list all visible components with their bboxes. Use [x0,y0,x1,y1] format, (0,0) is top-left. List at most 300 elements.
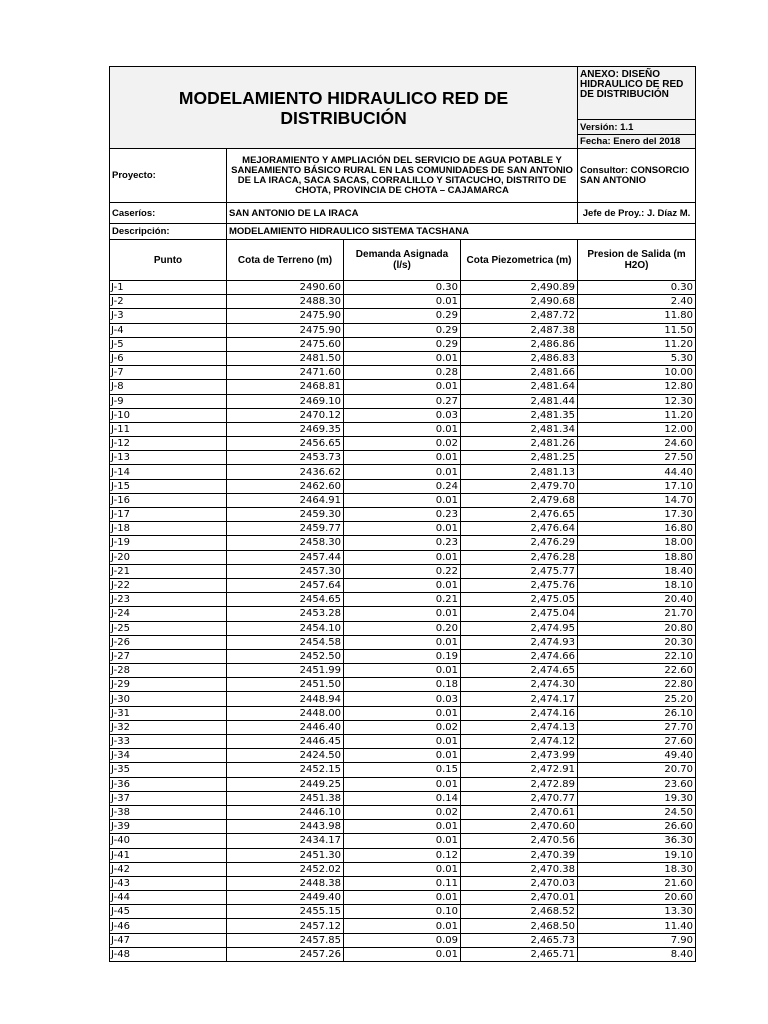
cell-presion: 49.40 [578,749,696,763]
cell-demanda: 0.22 [344,564,461,578]
cell-cota-terreno: 2451.30 [227,848,344,862]
cell-cota-piezometrica: 2,474.13 [461,720,578,734]
jefe-label: Jefe de Proy.: J. Díaz M. [578,203,696,224]
cell-punto: J-1 [110,281,227,295]
cell-punto: J-47 [110,933,227,947]
table-row [110,649,696,663]
cell-demanda: 0.03 [344,408,461,422]
cell-presion: 18.10 [578,578,696,592]
cell-cota-terreno: 2448.00 [227,706,344,720]
cell-demanda: 0.01 [344,735,461,749]
cell-cota-piezometrica: 2,474.65 [461,664,578,678]
cell-presion: 24.60 [578,437,696,451]
cell-punto: J-46 [110,919,227,933]
cell-cota-piezometrica: 2,481.66 [461,366,578,380]
cell-presion: 2.40 [578,295,696,309]
cell-cota-piezometrica: 2,476.29 [461,536,578,550]
table-row [110,933,696,947]
table-row [110,820,696,834]
cell-cota-terreno: 2457.12 [227,919,344,933]
cell-cota-terreno: 2457.85 [227,933,344,947]
cell-punto: J-28 [110,664,227,678]
cell-cota-terreno: 2457.26 [227,947,344,961]
cell-demanda: 0.15 [344,763,461,777]
cell-cota-terreno: 2457.30 [227,564,344,578]
cell-cota-piezometrica: 2,474.30 [461,678,578,692]
cell-cota-terreno: 2452.50 [227,649,344,663]
table-row [110,479,696,493]
cell-presion: 26.10 [578,706,696,720]
table-row [110,337,696,351]
table-row [110,621,696,635]
table-row [110,876,696,890]
cell-cota-terreno: 2446.40 [227,720,344,734]
cell-cota-piezometrica: 2,476.64 [461,522,578,536]
cell-demanda: 0.18 [344,678,461,692]
cell-presion: 20.40 [578,593,696,607]
cell-cota-piezometrica: 2,472.89 [461,777,578,791]
cell-punto: J-2 [110,295,227,309]
cell-presion: 11.20 [578,408,696,422]
table-row [110,578,696,592]
cell-cota-piezometrica: 2,473.99 [461,749,578,763]
proyecto-text: MEJORAMIENTO Y AMPLIACIÓN DEL SERVICIO DE AGUA POTABLE Y SANEAMIENTO BÁSICO RURAL EN LAS COMUNIDADES DE SAN ANTONIO DE LA IRACA, SACA SACAS, CORRALILLO Y SITACUCHO, DISTRITO DE CHOTA, PROVINCIA DE CHOTA – CAJAMARCA [227,149,578,203]
cell-punto: J-26 [110,635,227,649]
cell-cota-terreno: 2469.10 [227,394,344,408]
cell-punto: J-14 [110,465,227,479]
table-row [110,593,696,607]
consultor-label: Consultor: CONSORCIO SAN ANTONIO [578,149,696,203]
cell-cota-piezometrica: 2,472.91 [461,763,578,777]
cell-demanda: 0.28 [344,366,461,380]
cell-presion: 20.60 [578,891,696,905]
cell-presion: 19.30 [578,791,696,805]
cell-presion: 18.40 [578,564,696,578]
cell-cota-piezometrica: 2,470.56 [461,834,578,848]
cell-cota-terreno: 2436.62 [227,465,344,479]
cell-presion: 44.40 [578,465,696,479]
table-row [110,791,696,805]
cell-cota-piezometrica: 2,481.44 [461,394,578,408]
cell-punto: J-39 [110,820,227,834]
cell-cota-terreno: 2452.15 [227,763,344,777]
cell-cota-piezometrica: 2,474.66 [461,649,578,663]
cell-cota-piezometrica: 2,476.28 [461,550,578,564]
cell-cota-piezometrica: 2,475.04 [461,607,578,621]
table-row [110,380,696,394]
cell-punto: J-34 [110,749,227,763]
table-row [110,522,696,536]
cell-cota-piezometrica: 2,481.25 [461,451,578,465]
cell-cota-piezometrica: 2,465.73 [461,933,578,947]
cell-presion: 17.10 [578,479,696,493]
cell-cota-piezometrica: 2,470.39 [461,848,578,862]
cell-presion: 12.00 [578,422,696,436]
cell-demanda: 0.01 [344,295,461,309]
descripcion-label: Descripción: [110,224,227,240]
cell-presion: 27.50 [578,451,696,465]
table-row [110,848,696,862]
cell-punto: J-35 [110,763,227,777]
cell-cota-piezometrica: 2,470.60 [461,820,578,834]
cell-demanda: 0.01 [344,706,461,720]
table-row [110,309,696,323]
cell-demanda: 0.09 [344,933,461,947]
cell-punto: J-29 [110,678,227,692]
cell-cota-terreno: 2471.60 [227,366,344,380]
cell-cota-piezometrica: 2,490.68 [461,295,578,309]
cell-punto: J-31 [110,706,227,720]
cell-presion: 11.50 [578,323,696,337]
cell-cota-terreno: 2448.38 [227,876,344,890]
cell-cota-piezometrica: 2,481.35 [461,408,578,422]
cell-cota-piezometrica: 2,481.26 [461,437,578,451]
cell-cota-terreno: 2452.02 [227,862,344,876]
cell-punto: J-4 [110,323,227,337]
cell-cota-terreno: 2469.35 [227,422,344,436]
cell-demanda: 0.01 [344,635,461,649]
cell-cota-piezometrica: 2,470.03 [461,876,578,890]
cell-punto: J-42 [110,862,227,876]
cell-cota-piezometrica: 2,490.89 [461,281,578,295]
table-row [110,351,696,365]
cell-cota-piezometrica: 2,481.64 [461,380,578,394]
cell-cota-terreno: 2475.90 [227,309,344,323]
descripcion-value: MODELAMIENTO HIDRAULICO SISTEMA TACSHANA [227,224,696,240]
cell-presion: 36.30 [578,834,696,848]
cell-presion: 10.00 [578,366,696,380]
data-table-body [110,281,696,962]
cell-cota-piezometrica: 2,481.34 [461,422,578,436]
cell-demanda: 0.02 [344,805,461,819]
cell-punto: J-36 [110,777,227,791]
table-row [110,749,696,763]
cell-punto: J-41 [110,848,227,862]
table-row [110,635,696,649]
cell-punto: J-25 [110,621,227,635]
cell-cota-piezometrica: 2,486.86 [461,337,578,351]
table-row [110,891,696,905]
cell-punto: J-40 [110,834,227,848]
cell-cota-terreno: 2457.44 [227,550,344,564]
cell-punto: J-9 [110,394,227,408]
cell-cota-piezometrica: 2,474.95 [461,621,578,635]
cell-punto: J-30 [110,692,227,706]
cell-demanda: 0.12 [344,848,461,862]
page-title: MODELAMIENTO HIDRAULICO RED DE DISTRIBUCIÓN [110,67,578,149]
cell-cota-piezometrica: 2,470.38 [461,862,578,876]
cell-punto: J-8 [110,380,227,394]
cell-demanda: 0.01 [344,947,461,961]
cell-punto: J-5 [110,337,227,351]
table-row [110,550,696,564]
cell-cota-terreno: 2468.81 [227,380,344,394]
cell-cota-piezometrica: 2,474.17 [461,692,578,706]
cell-demanda: 0.01 [344,862,461,876]
caserios-value: SAN ANTONIO DE LA IRACA [227,203,578,224]
cell-presion: 20.70 [578,763,696,777]
cell-cota-terreno: 2470.12 [227,408,344,422]
cell-demanda: 0.01 [344,522,461,536]
caserios-label: Caseríos: [110,203,227,224]
cell-cota-piezometrica: 2,470.77 [461,791,578,805]
cell-cota-terreno: 2462.60 [227,479,344,493]
cell-cota-terreno: 2459.30 [227,508,344,522]
cell-punto: J-21 [110,564,227,578]
cell-punto: J-24 [110,607,227,621]
cell-cota-terreno: 2454.58 [227,635,344,649]
proyecto-label: Proyecto: [110,149,227,203]
cell-demanda: 0.01 [344,351,461,365]
cell-demanda: 0.29 [344,337,461,351]
cell-cota-terreno: 2453.73 [227,451,344,465]
cell-presion: 12.30 [578,394,696,408]
cell-punto: J-10 [110,408,227,422]
cell-demanda: 0.29 [344,309,461,323]
cell-demanda: 0.24 [344,479,461,493]
cell-cota-piezometrica: 2,487.72 [461,309,578,323]
cell-presion: 24.50 [578,805,696,819]
cell-punto: J-33 [110,735,227,749]
cell-presion: 8.40 [578,947,696,961]
cell-presion: 11.40 [578,919,696,933]
cell-demanda: 0.01 [344,664,461,678]
cell-punto: J-11 [110,422,227,436]
cell-cota-terreno: 2424.50 [227,749,344,763]
cell-demanda: 0.01 [344,451,461,465]
cell-presion: 16.80 [578,522,696,536]
cell-cota-terreno: 2454.10 [227,621,344,635]
cell-cota-terreno: 2457.64 [227,578,344,592]
cell-demanda: 0.01 [344,578,461,592]
cell-punto: J-16 [110,493,227,507]
cell-demanda: 0.19 [344,649,461,663]
table-row [110,947,696,961]
cell-punto: J-20 [110,550,227,564]
cell-demanda: 0.01 [344,550,461,564]
cell-demanda: 0.01 [344,380,461,394]
fecha-label: Fecha: Enero del 2018 [578,135,696,149]
cell-presion: 21.60 [578,876,696,890]
cell-demanda: 0.23 [344,508,461,522]
table-row [110,834,696,848]
table-row [110,408,696,422]
cell-demanda: 0.01 [344,465,461,479]
cell-punto: J-15 [110,479,227,493]
cell-cota-piezometrica: 2,474.16 [461,706,578,720]
cell-presion: 18.00 [578,536,696,550]
table-row [110,905,696,919]
cell-cota-piezometrica: 2,474.12 [461,735,578,749]
cell-presion: 21.70 [578,607,696,621]
table-row [110,323,696,337]
cell-cota-piezometrica: 2,475.76 [461,578,578,592]
cell-presion: 22.10 [578,649,696,663]
table-row [110,692,696,706]
table-row [110,281,696,295]
cell-cota-terreno: 2475.60 [227,337,344,351]
cell-punto: J-23 [110,593,227,607]
cell-cota-terreno: 2490.60 [227,281,344,295]
cell-cota-piezometrica: 2,468.50 [461,919,578,933]
cell-cota-piezometrica: 2,476.65 [461,508,578,522]
cell-demanda: 0.01 [344,493,461,507]
table-row [110,664,696,678]
table-row [110,735,696,749]
table-row [110,777,696,791]
cell-cota-piezometrica: 2,479.70 [461,479,578,493]
cell-cota-terreno: 2481.50 [227,351,344,365]
cell-punto: J-6 [110,351,227,365]
cell-presion: 18.30 [578,862,696,876]
table-row [110,763,696,777]
cell-demanda: 0.01 [344,891,461,905]
cell-cota-terreno: 2451.50 [227,678,344,692]
cell-presion: 5.30 [578,351,696,365]
cell-demanda: 0.01 [344,607,461,621]
table-row [110,919,696,933]
cell-cota-piezometrica: 2,474.93 [461,635,578,649]
cell-punto: J-37 [110,791,227,805]
cell-presion: 11.20 [578,337,696,351]
cell-demanda: 0.01 [344,919,461,933]
cell-cota-piezometrica: 2,486.83 [461,351,578,365]
column-header-demanda: Demanda Asignada (l/s) [344,240,461,281]
cell-cota-piezometrica: 2,475.77 [461,564,578,578]
table-row [110,465,696,479]
cell-cota-terreno: 2454.65 [227,593,344,607]
cell-punto: J-18 [110,522,227,536]
cell-demanda: 0.27 [344,394,461,408]
cell-punto: J-44 [110,891,227,905]
cell-cota-piezometrica: 2,470.61 [461,805,578,819]
column-header-cota-terreno: Cota de Terreno (m) [227,240,344,281]
cell-cota-terreno: 2451.99 [227,664,344,678]
table-row [110,706,696,720]
column-header-cota-piezometrica: Cota Piezometrica (m) [461,240,578,281]
cell-punto: J-27 [110,649,227,663]
column-header-presion: Presion de Salida (m H2O) [578,240,696,281]
cell-punto: J-3 [110,309,227,323]
cell-presion: 14.70 [578,493,696,507]
cell-cota-terreno: 2464.91 [227,493,344,507]
column-header-punto: Punto [110,240,227,281]
cell-presion: 13.30 [578,905,696,919]
cell-demanda: 0.23 [344,536,461,550]
cell-presion: 11.80 [578,309,696,323]
table-row [110,564,696,578]
cell-demanda: 0.01 [344,749,461,763]
cell-punto: J-43 [110,876,227,890]
cell-cota-piezometrica: 2,479.68 [461,493,578,507]
table-row [110,451,696,465]
cell-demanda: 0.21 [344,593,461,607]
cell-presion: 27.70 [578,720,696,734]
table-row [110,720,696,734]
cell-punto: J-13 [110,451,227,465]
cell-cota-piezometrica: 2,487.38 [461,323,578,337]
cell-cota-terreno: 2459.77 [227,522,344,536]
cell-punto: J-32 [110,720,227,734]
cell-punto: J-22 [110,578,227,592]
version-label: Versión: 1.1 [578,120,696,135]
cell-punto: J-7 [110,366,227,380]
cell-cota-terreno: 2434.17 [227,834,344,848]
cell-punto: J-12 [110,437,227,451]
cell-demanda: 0.20 [344,621,461,635]
table-row [110,607,696,621]
cell-presion: 22.60 [578,664,696,678]
cell-cota-terreno: 2443.98 [227,820,344,834]
cell-cota-terreno: 2475.90 [227,323,344,337]
cell-presion: 26.60 [578,820,696,834]
cell-cota-piezometrica: 2,468.52 [461,905,578,919]
cell-cota-terreno: 2455.15 [227,905,344,919]
cell-demanda: 0.30 [344,281,461,295]
table-row [110,678,696,692]
cell-demanda: 0.01 [344,777,461,791]
cell-cota-terreno: 2488.30 [227,295,344,309]
cell-cota-piezometrica: 2,475.05 [461,593,578,607]
cell-cota-terreno: 2449.25 [227,777,344,791]
table-row [110,493,696,507]
cell-presion: 19.10 [578,848,696,862]
cell-punto: J-19 [110,536,227,550]
cell-presion: 12.80 [578,380,696,394]
cell-punto: J-48 [110,947,227,961]
table-row [110,508,696,522]
cell-presion: 20.80 [578,621,696,635]
cell-presion: 20.30 [578,635,696,649]
cell-punto: J-17 [110,508,227,522]
cell-cota-terreno: 2449.40 [227,891,344,905]
table-row [110,437,696,451]
cell-punto: J-38 [110,805,227,819]
cell-cota-terreno: 2446.10 [227,805,344,819]
cell-cota-terreno: 2451.38 [227,791,344,805]
cell-demanda: 0.01 [344,820,461,834]
cell-presion: 22.80 [578,678,696,692]
report-sheet [109,66,695,962]
header-table [109,66,696,962]
cell-presion: 25.20 [578,692,696,706]
table-row [110,422,696,436]
cell-demanda: 0.01 [344,834,461,848]
cell-demanda: 0.02 [344,437,461,451]
cell-demanda: 0.11 [344,876,461,890]
table-row [110,536,696,550]
cell-presion: 17.30 [578,508,696,522]
anexo-label: ANEXO: DISEÑO HIDRAULICO DE RED DE DISTRIBUCIÓN [578,67,696,120]
cell-demanda: 0.29 [344,323,461,337]
cell-presion: 7.90 [578,933,696,947]
cell-punto: J-45 [110,905,227,919]
cell-cota-terreno: 2448.94 [227,692,344,706]
table-row [110,366,696,380]
cell-presion: 0.30 [578,281,696,295]
table-row [110,394,696,408]
table-row [110,295,696,309]
cell-presion: 27.60 [578,735,696,749]
cell-demanda: 0.01 [344,422,461,436]
cell-cota-piezometrica: 2,465.71 [461,947,578,961]
cell-cota-terreno: 2458.30 [227,536,344,550]
cell-demanda: 0.02 [344,720,461,734]
cell-demanda: 0.03 [344,692,461,706]
cell-cota-terreno: 2453.28 [227,607,344,621]
cell-cota-piezometrica: 2,470.01 [461,891,578,905]
cell-presion: 18.80 [578,550,696,564]
